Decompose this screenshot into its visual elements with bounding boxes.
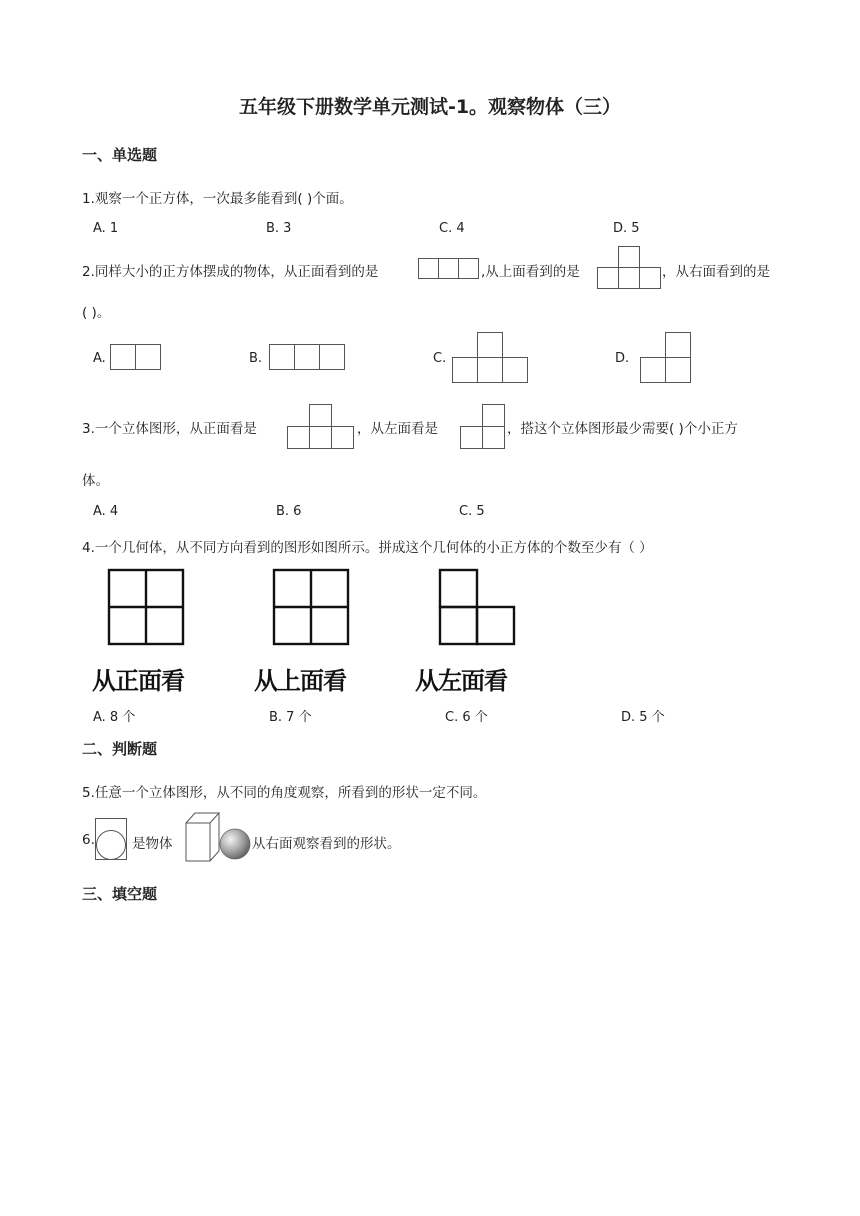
q3-option-c[interactable]: C. 5: [459, 504, 485, 519]
q4-option-d[interactable]: D. 5 个: [621, 710, 665, 725]
q4-option-c[interactable]: C. 6 个: [445, 710, 488, 725]
q2-option-b-figure[interactable]: [269, 344, 346, 370]
question-2-text-part4: ( )。: [82, 305, 111, 321]
q2-option-c-figure[interactable]: [452, 332, 528, 383]
section-heading-true-false: 二、判断题: [82, 740, 158, 758]
q6-view-shape-figure: [95, 818, 128, 861]
question-6-text-part1: 是物体: [132, 836, 173, 852]
question-3-text-part4: 体。: [82, 473, 109, 489]
question-5-text: 5.任意一个立体图形，从不同的角度观察，所看到的形状一定不同。: [82, 785, 487, 801]
q4-top-view-figure: [273, 569, 349, 645]
q3-front-view-figure: [287, 404, 354, 449]
question-2-text-part1: 2.同样大小的正方体摆成的物体，从正面看到的是: [82, 264, 379, 280]
q4-option-b[interactable]: B. 7 个: [269, 710, 312, 725]
q2-option-d-figure[interactable]: [640, 332, 692, 383]
q2-option-a-figure[interactable]: [110, 344, 162, 370]
q1-option-d[interactable]: D. 5: [613, 221, 640, 236]
q3-option-b[interactable]: B. 6: [276, 504, 302, 519]
question-3-text-part2: ，从左面看是: [357, 421, 438, 437]
q3-left-view-figure: [460, 404, 505, 449]
question-6-number: 6.: [82, 832, 95, 848]
q2-option-c-label[interactable]: C.: [433, 351, 447, 366]
q2-option-d-label[interactable]: D.: [615, 351, 630, 366]
q4-caption-left: 从左面看: [415, 667, 507, 695]
question-1-text: 1.观察一个正方体，一次最多能看到( )个面。: [82, 191, 353, 207]
q1-option-c[interactable]: C. 4: [439, 221, 465, 236]
question-2-text-part2: ,从上面看到的是: [481, 264, 580, 280]
q4-left-view-figure: [439, 569, 516, 645]
q6-object-figure: [185, 812, 253, 863]
section-heading-single-choice: 一、单选题: [82, 146, 158, 164]
q1-option-b[interactable]: B. 3: [266, 221, 292, 236]
q2-option-b-label[interactable]: B.: [249, 351, 263, 366]
q4-caption-top: 从上面看: [254, 667, 346, 695]
q3-option-a[interactable]: A. 4: [93, 504, 119, 519]
q4-front-view-figure: [108, 569, 184, 645]
section-heading-fill-blank: 三、填空题: [82, 885, 158, 903]
q4-caption-front: 从正面看: [92, 667, 184, 695]
q2-option-a-label[interactable]: A.: [93, 351, 106, 366]
question-3-text-part3: ，搭这个立体图形最少需要( )个小正方: [507, 421, 738, 437]
q2-top-view-figure: [597, 246, 661, 289]
page-title: 五年级下册数学单元测试-1。观察物体（三）: [238, 96, 622, 118]
q1-option-a[interactable]: A. 1: [93, 221, 119, 236]
q4-option-a[interactable]: A. 8 个: [93, 710, 136, 725]
question-3-text-part1: 3.一个立体图形，从正面看是: [82, 421, 257, 437]
q2-front-view-figure: [418, 258, 480, 279]
question-2-text-part3: ，从右面看到的是: [662, 264, 770, 280]
question-4-text: 4.一个几何体，从不同方向看到的图形如图所示。拼成这个几何体的小正方体的个数至少有（ ）: [82, 540, 653, 556]
question-6-text-part2: 从右面观察看到的形状。: [252, 836, 401, 852]
